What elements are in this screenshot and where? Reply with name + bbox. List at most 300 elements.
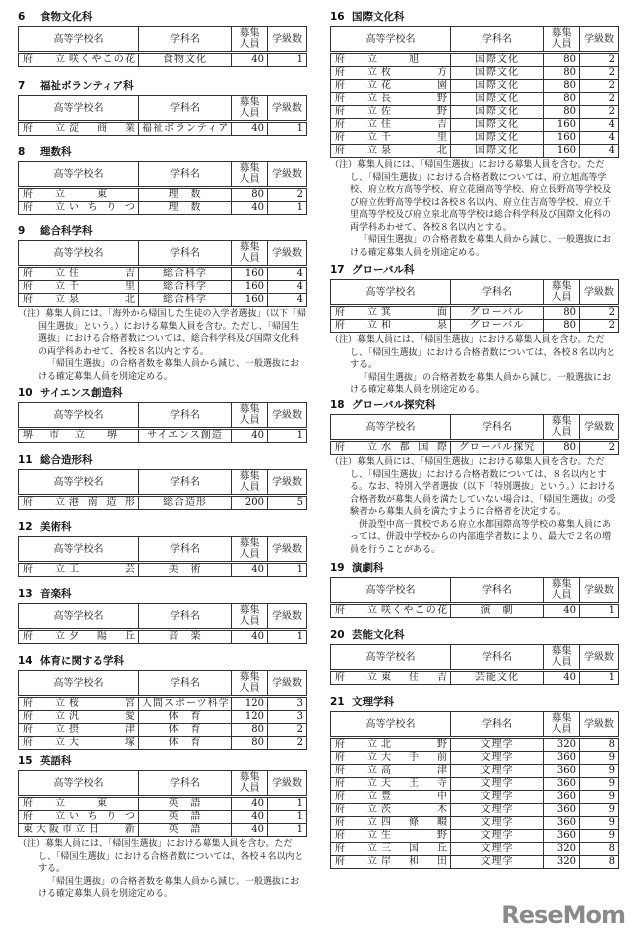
- section-note: [18, 308, 306, 383]
- section-name: 演劇科: [352, 562, 384, 574]
- header-row: [19, 537, 307, 563]
- section-title: [18, 754, 306, 768]
- section-number: 8: [18, 146, 26, 158]
- header-school: 高等学校名: [331, 27, 451, 53]
- header-row: [19, 604, 307, 630]
- header-row: [331, 645, 619, 671]
- section-note: [330, 159, 618, 259]
- school-name: 箕面: [381, 307, 447, 318]
- section-name: グローバル探究科: [352, 399, 436, 411]
- school-prefecture: 府立: [335, 307, 377, 318]
- department-cell: 国際文化: [451, 132, 544, 145]
- schools-table: [18, 26, 307, 67]
- section-name: 文理学科: [352, 696, 394, 708]
- table-row: [331, 671, 619, 685]
- section-number: 9: [18, 225, 26, 237]
- department-cell: 理 数: [139, 188, 232, 202]
- table-row: [19, 711, 307, 724]
- header-dept: 学科名: [139, 241, 232, 267]
- capacity-cell: 80: [544, 441, 580, 455]
- section-name: 国際文化科: [352, 11, 405, 23]
- header-school: 高等学校名: [331, 415, 451, 441]
- school-cell: [331, 843, 451, 856]
- section-name: グローバル科: [352, 264, 415, 276]
- header-row: [19, 162, 307, 188]
- school-cell: [331, 804, 451, 817]
- school-cell: [19, 711, 139, 724]
- school-prefecture: 府立: [23, 54, 65, 65]
- school-prefecture: 府立: [335, 672, 377, 683]
- school-name: 汎愛: [69, 711, 135, 722]
- school-name: 三国丘: [381, 843, 447, 854]
- school-prefecture: 府立: [335, 80, 377, 91]
- section-note: [18, 838, 306, 901]
- school-cell: [331, 106, 451, 119]
- classes-cell: 4: [268, 267, 307, 281]
- school-cell: [19, 797, 139, 811]
- classes-cell: 1: [268, 53, 307, 67]
- school-name: 天王寺: [381, 778, 447, 789]
- department-cell: 体 育: [139, 711, 232, 724]
- table-row: [331, 67, 619, 80]
- department-cell: 国際文化: [451, 80, 544, 93]
- header-dept: 学科名: [451, 27, 544, 53]
- capacity-cell: 40: [232, 122, 268, 136]
- capacity-cell: 360: [544, 778, 580, 791]
- section-16: [330, 10, 618, 259]
- note-paragraph: （注）募集人員には、「帰国生選抜」における募集人員を含む。ただし、「帰国生選抜」における合格者数については、各校８名以内とする。: [330, 335, 616, 370]
- header-capacity: 募集 人員: [232, 771, 268, 797]
- school-name: 茨木: [381, 804, 447, 815]
- school-prefecture: 府立: [23, 724, 65, 735]
- note-paragraph: （注）募集人員には、「海外から帰国した生徒の入学者選抜」（以下「帰国生選抜」という。）における募集人員を含む。ただし、「帰国生選抜」における合格者数については、総合科学科及び国際文化科の両学科あわせて、各校８名以内とする。: [18, 309, 307, 357]
- school-cell: [19, 737, 139, 750]
- header-row: [19, 96, 307, 122]
- table-row: [19, 697, 307, 711]
- classes-cell: 9: [580, 778, 619, 791]
- classes-cell: 8: [580, 856, 619, 869]
- department-cell: 芸能文化: [451, 671, 544, 685]
- department-cell: サイエンス創造: [139, 429, 232, 443]
- department-cell: 体 育: [139, 724, 232, 737]
- classes-cell: 8: [580, 738, 619, 752]
- section-8: [18, 145, 306, 215]
- school-prefecture: 府立: [23, 737, 65, 748]
- capacity-cell: 80: [544, 306, 580, 320]
- header-capacity: 募集 人員: [232, 27, 268, 53]
- classes-cell: 2: [580, 306, 619, 320]
- department-cell: 総合科学: [139, 267, 232, 281]
- table-row: [19, 122, 307, 136]
- school-cell: [19, 697, 139, 711]
- header-classes: 学級数: [580, 712, 619, 738]
- section-number: 7: [18, 80, 26, 92]
- section-number: 13: [18, 588, 33, 600]
- header-row: [331, 280, 619, 306]
- note-paragraph: （注）募集人員には、「帰国生選抜」における募集人員を含む。ただし、「帰国生選抜」における合格者数については、各校４名以内とする。: [18, 839, 304, 874]
- section-number: 6: [18, 11, 26, 23]
- capacity-cell: 320: [544, 738, 580, 752]
- department-cell: 理 数: [139, 202, 232, 215]
- department-cell: 音 楽: [139, 630, 232, 644]
- table-row: [331, 132, 619, 145]
- school-prefecture: 府立: [335, 93, 377, 104]
- section-21: [330, 695, 618, 869]
- school-cell: [331, 738, 451, 752]
- header-classes: 学級数: [268, 27, 307, 53]
- header-capacity: 募集 人員: [232, 537, 268, 563]
- header-classes: 学級数: [580, 578, 619, 604]
- department-cell: 体 育: [139, 737, 232, 750]
- section-title: [18, 587, 306, 601]
- header-school: 高等学校名: [331, 712, 451, 738]
- capacity-cell: 360: [544, 830, 580, 843]
- school-prefecture: 府立: [23, 631, 65, 642]
- header-classes: 学級数: [268, 771, 307, 797]
- school-name: いちりつ: [69, 811, 135, 822]
- header-row: [19, 241, 307, 267]
- classes-cell: 2: [268, 737, 307, 750]
- header-school: 高等学校名: [331, 280, 451, 306]
- capacity-cell: 200: [232, 496, 268, 510]
- department-cell: 文理学: [451, 830, 544, 843]
- header-dept: 学科名: [139, 27, 232, 53]
- department-cell: 総合科学: [139, 294, 232, 307]
- school-name: 枚方: [381, 67, 447, 78]
- section-number: 11: [18, 454, 33, 466]
- department-cell: 人間スポーツ科学: [139, 697, 232, 711]
- classes-cell: 1: [580, 671, 619, 685]
- schools-table: [18, 469, 307, 510]
- classes-cell: 4: [268, 294, 307, 307]
- header-school: 高等学校名: [19, 771, 139, 797]
- schools-table: [18, 402, 307, 443]
- section-name: 理数科: [40, 146, 72, 158]
- header-dept: 学科名: [139, 537, 232, 563]
- school-name: 淀商業: [69, 123, 135, 134]
- school-cell: [331, 441, 451, 455]
- department-cell: 文理学: [451, 765, 544, 778]
- header-classes: 学級数: [268, 604, 307, 630]
- school-name: 咲くやこの花: [381, 605, 447, 616]
- header-row: [331, 712, 619, 738]
- classes-cell: 2: [580, 67, 619, 80]
- school-prefecture: 府立: [335, 132, 377, 143]
- note-paragraph: （注）募集人員には、「帰国生選抜」における募集人員を含む。ただし、「帰国生選抜」における合格者数については、８名以内とする。なお、特別入学者選抜（以下「特別選抜」という。）における合格者数が募集人員を満たしていない場合は、「帰国生選抜」の受験者から募集人員を満たすように合格者を決定する。: [330, 457, 616, 517]
- capacity-cell: 80: [544, 93, 580, 106]
- table-row: [19, 724, 307, 737]
- school-prefecture: 府立: [335, 817, 377, 828]
- school-name: 旭: [409, 54, 419, 65]
- header-dept: 学科名: [139, 162, 232, 188]
- header-dept: 学科名: [451, 645, 544, 671]
- school-cell: [331, 856, 451, 869]
- classes-cell: 2: [580, 441, 619, 455]
- department-cell: グローバル: [451, 306, 544, 320]
- school-prefecture: 府立: [335, 804, 377, 815]
- section-name: 福祉ボランティア科: [40, 80, 134, 92]
- classes-cell: 1: [268, 122, 307, 136]
- school-cell: [331, 830, 451, 843]
- section-number: 16: [330, 11, 345, 23]
- capacity-cell: 360: [544, 791, 580, 804]
- classes-cell: 9: [580, 830, 619, 843]
- school-name: 桜宮: [69, 698, 135, 709]
- capacity-cell: 40: [544, 671, 580, 685]
- department-cell: 文理学: [451, 856, 544, 869]
- section-number: 15: [18, 755, 33, 767]
- header-classes: 学級数: [268, 403, 307, 429]
- header-capacity: 募集 人員: [544, 27, 580, 53]
- school-name: 千里: [381, 132, 447, 143]
- section-number: 18: [330, 399, 345, 411]
- classes-cell: 9: [580, 765, 619, 778]
- header-classes: 学級数: [268, 537, 307, 563]
- school-name: 住吉: [69, 268, 135, 279]
- school-name: 和泉: [381, 320, 447, 331]
- school-cell: [19, 496, 139, 510]
- section-name: 音楽科: [40, 588, 72, 600]
- right-column: [330, 0, 618, 941]
- school-cell: [331, 145, 451, 158]
- table-row: [331, 80, 619, 93]
- header-classes: 学級数: [580, 415, 619, 441]
- school-prefecture: 府立: [23, 564, 65, 575]
- table-row: [19, 797, 307, 811]
- table-row: [19, 202, 307, 215]
- section-name: 英語科: [40, 755, 72, 767]
- school-name: 大手前: [381, 752, 447, 763]
- section-10: [18, 386, 306, 443]
- table-row: [331, 441, 619, 455]
- capacity-cell: 320: [544, 843, 580, 856]
- department-cell: 文理学: [451, 738, 544, 752]
- school-prefecture: 府立: [335, 830, 377, 841]
- classes-cell: 8: [580, 843, 619, 856]
- school-prefecture: 府立: [23, 123, 65, 134]
- school-cell: [19, 563, 139, 577]
- department-cell: グローバル探究: [451, 441, 544, 455]
- department-cell: 国際文化: [451, 106, 544, 119]
- section-number: 10: [18, 387, 33, 399]
- department-cell: 文理学: [451, 752, 544, 765]
- classes-cell: 4: [580, 132, 619, 145]
- school-prefecture: 東大阪市立: [23, 824, 85, 835]
- classes-cell: 4: [268, 281, 307, 294]
- department-cell: 国際文化: [451, 67, 544, 80]
- section-11: [18, 453, 306, 510]
- school-cell: [19, 267, 139, 281]
- classes-cell: 1: [268, 797, 307, 811]
- school-name: 夕陽丘: [69, 631, 135, 642]
- school-name: 豊中: [381, 791, 447, 802]
- school-prefecture: 府立: [335, 442, 377, 453]
- department-cell: 国際文化: [451, 53, 544, 67]
- classes-cell: 3: [268, 711, 307, 724]
- department-cell: 文理学: [451, 817, 544, 830]
- school-prefecture: 府立: [23, 698, 65, 709]
- capacity-cell: 360: [544, 817, 580, 830]
- header-capacity: 募集 人員: [232, 604, 268, 630]
- school-cell: [19, 811, 139, 824]
- department-cell: 総合造形: [139, 496, 232, 510]
- school-name: 工芸: [69, 564, 135, 575]
- table-row: [19, 496, 307, 510]
- school-name: 佐野: [381, 106, 447, 117]
- section-title: [18, 145, 306, 159]
- school-prefecture: 府立: [335, 856, 377, 867]
- header-row: [331, 578, 619, 604]
- school-prefecture: 府立: [23, 798, 65, 809]
- capacity-cell: 80: [232, 737, 268, 750]
- capacity-cell: 40: [232, 202, 268, 215]
- school-prefecture: 府立: [335, 605, 377, 616]
- classes-cell: 2: [580, 80, 619, 93]
- school-name: 住吉: [381, 119, 447, 130]
- school-cell: [331, 778, 451, 791]
- header-capacity: 募集 人員: [544, 712, 580, 738]
- header-school: 高等学校名: [19, 162, 139, 188]
- section-title: [18, 79, 306, 93]
- school-name: 東: [97, 798, 107, 809]
- school-cell: [331, 817, 451, 830]
- school-name: 四條畷: [381, 817, 447, 828]
- header-capacity: 募集 人員: [232, 671, 268, 697]
- school-prefecture: 堺市立: [23, 430, 85, 441]
- capacity-cell: 360: [544, 804, 580, 817]
- section-title: [330, 10, 618, 24]
- capacity-cell: 40: [232, 811, 268, 824]
- classes-cell: 3: [268, 697, 307, 711]
- header-dept: 学科名: [451, 578, 544, 604]
- table-row: [19, 824, 307, 837]
- classes-cell: 4: [580, 145, 619, 158]
- school-cell: [331, 791, 451, 804]
- table-row: [331, 106, 619, 119]
- school-cell: [331, 752, 451, 765]
- capacity-cell: 360: [544, 765, 580, 778]
- school-prefecture: 府立: [335, 791, 377, 802]
- capacity-cell: 80: [232, 724, 268, 737]
- header-dept: 学科名: [139, 671, 232, 697]
- department-cell: 福祉ボランティア: [139, 122, 232, 136]
- capacity-cell: 160: [544, 145, 580, 158]
- school-cell: [19, 724, 139, 737]
- school-name: 花園: [381, 80, 447, 91]
- header-capacity: 募集 人員: [232, 241, 268, 267]
- capacity-cell: 80: [544, 106, 580, 119]
- left-column: [18, 0, 306, 941]
- header-capacity: 募集 人員: [544, 415, 580, 441]
- section-title: [18, 453, 306, 467]
- school-name: 港南造形: [69, 497, 135, 508]
- school-name: 長野: [381, 93, 447, 104]
- note-paragraph: 「帰国生選抜」の合格者数を募集人員から減じ、一般選抜における確定募集人員を別途定める。: [350, 372, 612, 395]
- classes-cell: 1: [268, 563, 307, 577]
- school-name: 東: [97, 189, 107, 200]
- school-name: 高津: [381, 765, 447, 776]
- schools-table: [330, 644, 619, 685]
- school-prefecture: 府立: [335, 145, 377, 156]
- table-row: [331, 804, 619, 817]
- capacity-cell: 40: [232, 797, 268, 811]
- section-title: [330, 561, 618, 575]
- section-number: 19: [330, 562, 345, 574]
- table-row: [19, 267, 307, 281]
- department-cell: 文理学: [451, 778, 544, 791]
- header-school: 高等学校名: [19, 241, 139, 267]
- table-row: [19, 811, 307, 824]
- header-classes: 学級数: [268, 241, 307, 267]
- schools-table: [330, 577, 619, 618]
- school-name: 堺: [107, 430, 117, 441]
- table-row: [331, 53, 619, 67]
- header-capacity: 募集 人員: [544, 645, 580, 671]
- section-title: [18, 224, 306, 238]
- department-cell: 英 語: [139, 811, 232, 824]
- header-capacity: 募集 人員: [232, 470, 268, 496]
- school-cell: [331, 671, 451, 685]
- department-cell: 英 語: [139, 824, 232, 837]
- table-row: [19, 563, 307, 577]
- classes-cell: 2: [580, 93, 619, 106]
- header-school: 高等学校名: [19, 27, 139, 53]
- capacity-cell: 160: [232, 281, 268, 294]
- capacity-cell: 160: [232, 294, 268, 307]
- school-name: 水都国際: [381, 442, 447, 453]
- header-classes: 学級数: [268, 671, 307, 697]
- table-row: [19, 281, 307, 294]
- school-prefecture: 府立: [23, 497, 65, 508]
- header-capacity: 募集 人員: [232, 162, 268, 188]
- header-dept: 学科名: [451, 712, 544, 738]
- table-row: [19, 737, 307, 750]
- header-row: [331, 27, 619, 53]
- section-18: [330, 398, 618, 556]
- header-school: 高等学校名: [19, 403, 139, 429]
- capacity-cell: 40: [232, 824, 268, 837]
- capacity-cell: 120: [232, 711, 268, 724]
- capacity-cell: 360: [544, 752, 580, 765]
- section-name: 食物文化科: [40, 11, 93, 23]
- schools-table: [18, 95, 307, 136]
- capacity-cell: 80: [544, 67, 580, 80]
- section-number: 21: [330, 696, 345, 708]
- school-prefecture: 府立: [335, 320, 377, 331]
- school-prefecture: 府立: [335, 54, 377, 65]
- section-title: [18, 654, 306, 668]
- note-paragraph: （注）募集人員には、「帰国生選抜」における募集人員を含む。ただし、「帰国生選抜」における合格者数については、府立旭高等学校、府立枚方高等学校、府立花園高等学校、府立長野高等学校及び府立佐野高等学校は各校８名以内、府立住吉高等学校、府立千里高等学校及び府立泉北高等学校は総合科学科及び国際文化科の両学科あわせて、各校８名以内とする。: [330, 160, 612, 233]
- school-prefecture: 府立: [23, 811, 65, 822]
- department-cell: 食物文化: [139, 53, 232, 67]
- classes-cell: 2: [580, 53, 619, 67]
- school-cell: [19, 824, 139, 837]
- section-title: [330, 398, 618, 412]
- school-name: 東住吉: [381, 672, 447, 683]
- school-prefecture: 府立: [23, 202, 65, 213]
- table-row: [331, 791, 619, 804]
- school-prefecture: 府立: [23, 281, 65, 292]
- classes-cell: 1: [268, 202, 307, 215]
- note-paragraph: 「帰国生選抜」の合格者数を募集人員から減じ、一般選抜における確定募集人員を別途定める。: [38, 876, 300, 899]
- header-classes: 学級数: [580, 27, 619, 53]
- capacity-cell: 40: [232, 53, 268, 67]
- section-name: 美術科: [40, 521, 72, 533]
- school-cell: [19, 429, 139, 443]
- classes-cell: 1: [268, 824, 307, 837]
- school-name: 岸和田: [381, 856, 447, 867]
- school-name: 泉北: [381, 145, 447, 156]
